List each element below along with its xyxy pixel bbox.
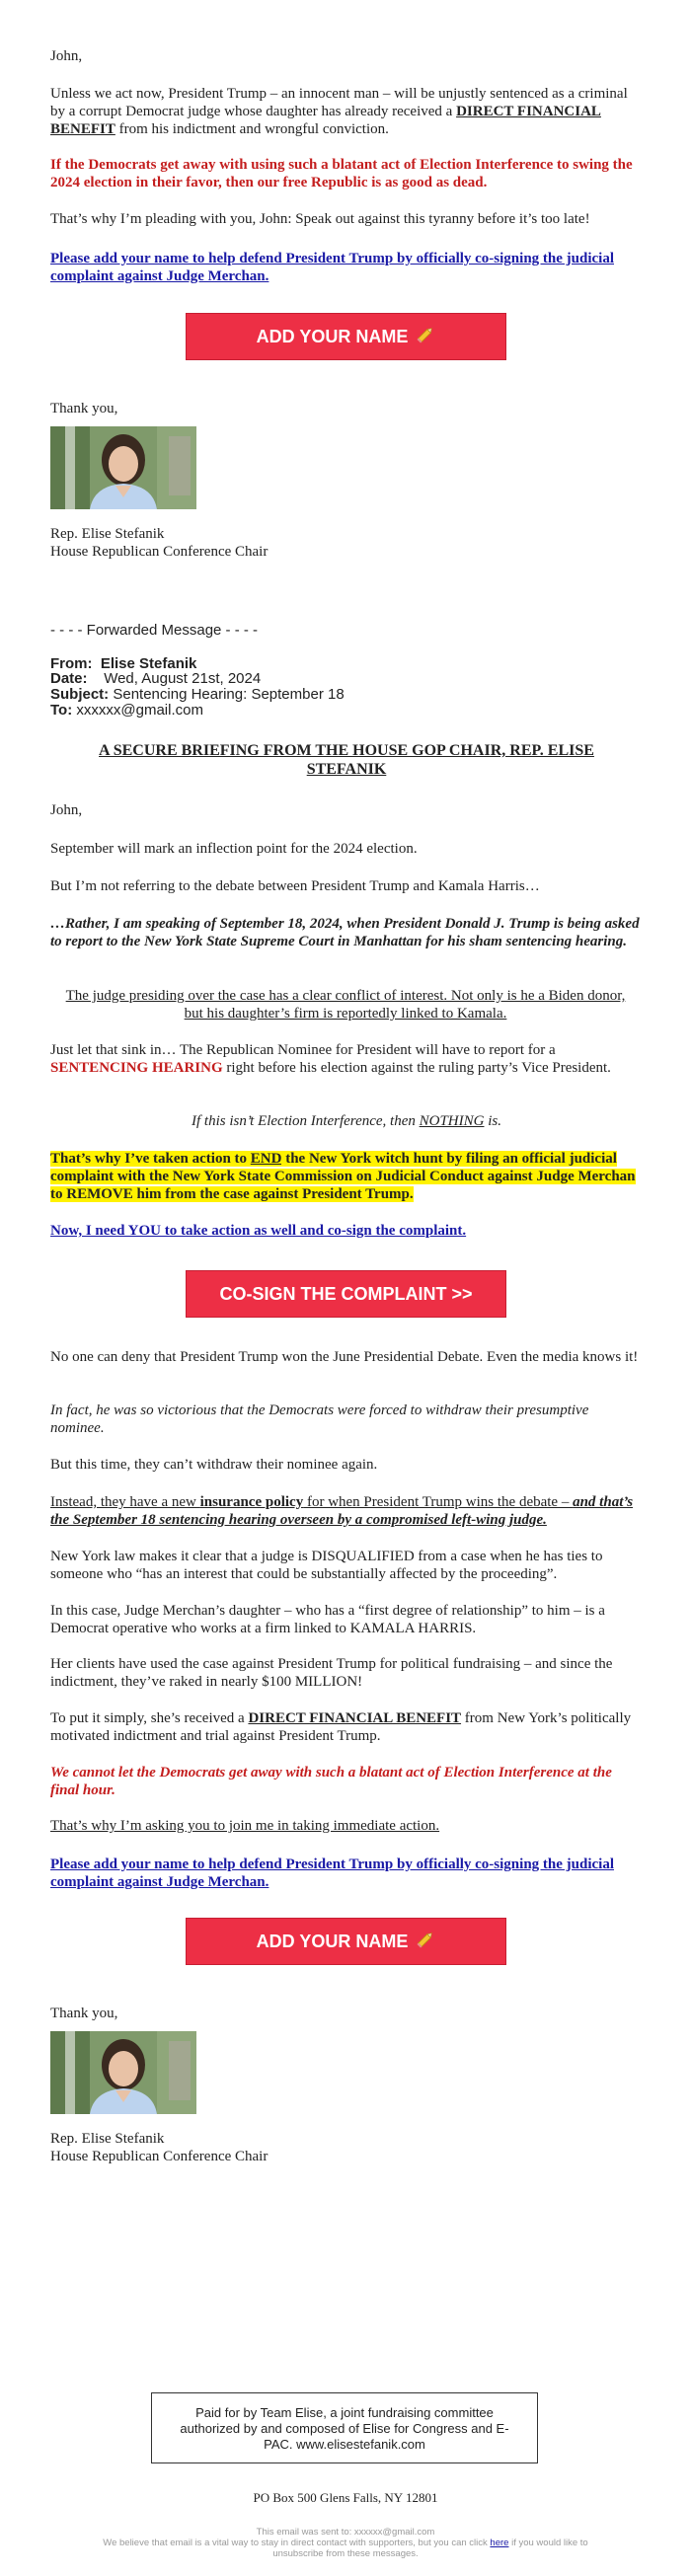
cant-withdraw-paragraph: But this time, they can’t withdraw their nominee again.	[50, 1457, 378, 1473]
add-your-name-button-2[interactable]	[186, 1918, 506, 1965]
cosign-complaint-label: CO-SIGN THE COMPLAINT >>	[219, 1283, 473, 1304]
rather-paragraph: …Rather, I am speaking of September 18, 2024, when President Donald J. Trump is being asked to report to the New York State Supreme Court in Manhattan for his sham sentencing hearing.	[50, 916, 640, 949]
signoff-thanks-2: Thank you,	[50, 2006, 118, 2021]
sink-paragraph	[50, 1041, 643, 1077]
avatar-photo-2	[50, 2031, 196, 2114]
add-your-name-button-1[interactable]	[186, 313, 506, 360]
action-text-end: the New York witch hunt by filing an official judicial complaint with the New York State Commission on Judicial Conduct against Judge Merchan to REMOVE him from the case against President Trump.	[50, 1151, 636, 1202]
add-your-name-label-2: ADD YOUR NAME	[256, 1931, 409, 1951]
insurance-emphasis: insurance policy	[199, 1494, 304, 1510]
greeting-2: John,	[50, 802, 83, 818]
footer-address: PO Box 500 Glens Falls, NY 12801	[253, 2490, 438, 2505]
debate-paragraph: But I’m not referring to the debate between President Trump and Kamala Harris…	[50, 878, 540, 894]
deny-paragraph: No one can deny that President Trump won the June Presidential Debate. Even the media knows it!	[50, 1349, 639, 1365]
ny-law-paragraph: New York law makes it clear that a judge is DISQUALIFIED from a case when he has ties to someone who “has an interest that could be substantially affected by the proceeding”.	[50, 1549, 603, 1582]
warning-paragraph: If the Democrats get away with using such a blatant act of Election Interference to swing the 2024 election in their favor, then our free Republic is as good as dead.	[50, 157, 633, 190]
plea-paragraph: That’s why I’m pleading with you, John: Speak out against this tyranny before it’s too late!	[50, 211, 590, 227]
to-row	[50, 703, 203, 718]
unsubscribe-note	[89, 2538, 602, 2559]
action-paragraph	[50, 1150, 643, 1203]
subject-value: Sentencing Hearing: September 18	[113, 686, 345, 703]
sink-text-end: right before his election against the ruling party’s Vice President.	[222, 1060, 611, 1076]
cta-link-2[interactable]: Please add your name to help defend President Trump by officially co-signing the judicial complaint against Judge Merchan.	[50, 1856, 614, 1890]
daughter-paragraph: In this case, Judge Merchan’s daughter – who has a “first degree of relationship” to him – is a Democrat operative who works at a firm linked to KAMALA HARRIS.	[50, 1603, 605, 1636]
action-text: That’s why I’ve taken action to	[50, 1151, 251, 1167]
intro-emphasis: DIRECT FINANCIAL BENEFIT	[50, 104, 601, 137]
signoff-name-2: Rep. Elise Stefanik	[50, 2131, 165, 2147]
date-value: Wed, August 21st, 2024	[104, 670, 262, 687]
clients-paragraph: Her clients have used the case against President Trump for political fundraising – and since the indictment, they’ve raked in nearly $100 MILLION!	[50, 1656, 613, 1690]
interference-text: If this isn’t Election Interference, then	[191, 1113, 420, 1129]
need-you-link[interactable]: Now, I need YOU to take action as well and co-sign the complaint.	[50, 1223, 467, 1239]
date-row	[50, 671, 261, 686]
cannot-paragraph: We cannot let the Democrats get away with such a blatant act of Election Interference at the final hour.	[50, 1765, 612, 1798]
paid-for-text: Paid for by Team Elise, a joint fundraising committee authorized by and composed of Elise for Congress and E-PAC. www.elisestefanik.com	[180, 2405, 509, 2452]
pencil-icon	[416, 1930, 435, 1954]
unsubscribe-link[interactable]: here	[490, 2538, 509, 2548]
simply-text: To put it simply, she’s received a	[50, 1710, 249, 1726]
forwarded-label: - - - - Forwarded Message - - - -	[50, 622, 259, 639]
interference-text-end: is.	[484, 1113, 501, 1129]
sent-to-note: This email was sent to: xxxxxx@gmail.com	[256, 2527, 435, 2538]
simply-text-end: from New York’s politically motivated indictment and trial against President Trump.	[50, 1710, 632, 1744]
unsubscribe-text: We believe that email is a vital way to stay in direct contact with supporters, but you can click	[103, 2538, 491, 2548]
signoff-name-1: Rep. Elise Stefanik	[50, 526, 165, 542]
simply-emphasis: DIRECT FINANCIAL BENEFIT	[248, 1710, 462, 1726]
judge-paragraph: The judge presiding over the case has a clear conflict of interest. Not only is he a Biden donor, but his daughter’s firm is reportedly linked to Kamala.	[65, 988, 626, 1022]
to-value: xxxxxx@gmail.com	[76, 702, 203, 719]
signoff-title-2: House Republican Conference Chair	[50, 2149, 269, 2164]
from-row	[50, 656, 196, 671]
asking-paragraph: That’s why I’m asking you to join me in taking immediate action.	[50, 1818, 440, 1834]
cosign-complaint-button[interactable]	[186, 1270, 506, 1318]
intro-paragraph	[50, 85, 643, 138]
paid-for-box	[151, 2392, 538, 2463]
subject-label: Subject:	[50, 686, 110, 703]
interference-paragraph	[50, 1112, 643, 1130]
briefing-title: A SECURE BRIEFING FROM THE HOUSE GOP CHAIR, REP. ELISE STEFANIK	[99, 742, 594, 778]
pencil-icon	[416, 325, 435, 349]
add-your-name-label-1: ADD YOUR NAME	[256, 326, 409, 346]
insurance-text-mid: for when President Trump wins the debate –	[303, 1494, 574, 1510]
victorious-paragraph: In fact, he was so victorious that the Democrats were forced to withdraw their presumptive nominee.	[50, 1402, 589, 1436]
interference-emphasis: NOTHING	[419, 1113, 485, 1129]
simply-paragraph	[50, 1709, 643, 1745]
from-label: From:	[50, 655, 93, 672]
sink-text: Just let that sink in… The Republican Nominee for President will have to report for a	[50, 1042, 556, 1058]
avatar-photo-1	[50, 426, 196, 509]
signoff-title-1: House Republican Conference Chair	[50, 544, 269, 560]
unsubscribe-text-end: if you would like to unsubscribe from these messages.	[272, 2538, 588, 2559]
sink-emphasis: SENTENCING HEARING	[50, 1060, 223, 1076]
insurance-paragraph	[50, 1493, 643, 1529]
to-label: To:	[50, 702, 73, 719]
signoff-thanks-1: Thank you,	[50, 401, 118, 417]
insurance-text-end: and that’s the September 18 sentencing hearing overseen by a compromised left-wing judge.	[50, 1494, 634, 1528]
date-label: Date:	[50, 670, 88, 687]
insurance-text: Instead, they have a new	[50, 1494, 200, 1510]
cta-link-1[interactable]: Please add your name to help defend President Trump by officially co-signing the judicial complaint against Judge Merchan.	[50, 251, 614, 284]
from-value: Elise Stefanik	[100, 655, 197, 672]
intro-text-end: from his indictment and wrongful conviction.	[115, 121, 389, 137]
greeting: John,	[50, 48, 83, 64]
action-emphasis: END	[250, 1151, 282, 1167]
intro-text: Unless we act now, President Trump – an innocent man – will be unjustly sentenced as a criminal by a corrupt Democrat judge whose daughter has already received a	[50, 86, 628, 119]
subject-row	[50, 687, 345, 702]
september-paragraph: September will mark an inflection point for the 2024 election.	[50, 841, 418, 857]
